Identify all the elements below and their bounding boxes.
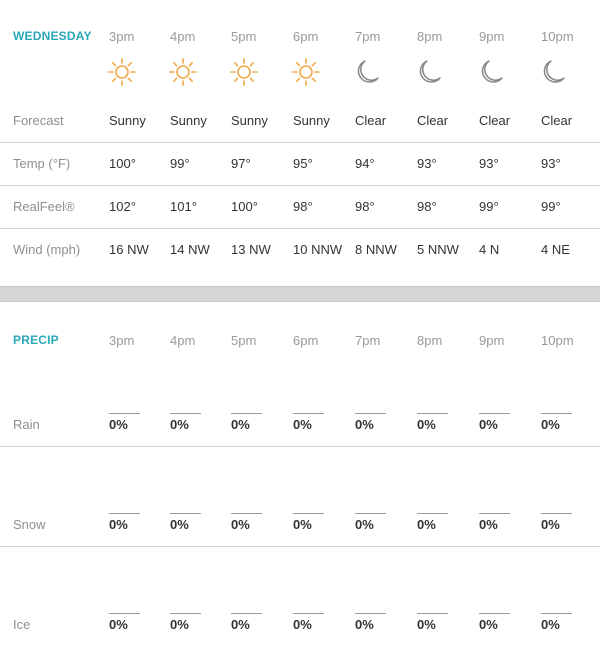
forecast-value: Sunny [231,113,268,128]
row-divider [0,546,600,547]
hour-label: 3pm [109,333,135,348]
ice-percent: 0% [170,617,189,632]
hour-label: 8pm [417,29,443,44]
snow-percent: 0% [170,517,189,532]
hour-label: 8pm [417,333,443,348]
forecast-value: Sunny [293,113,330,128]
ice-amount-bar [109,613,140,614]
hour-label: 9pm [479,333,505,348]
moon-icon [539,57,569,87]
snow-amount-bar [170,513,201,514]
temp-value: 97° [231,156,251,171]
row-divider [0,228,600,229]
forecast-value: Sunny [109,113,146,128]
hour-label: 10pm [541,333,574,348]
forecast-value: Clear [417,113,449,128]
rain-percent: 0% [541,417,560,432]
temp-value: 100° [109,156,136,171]
rain-amount-bar [355,413,386,414]
snow-percent: 0% [479,517,498,532]
forecast-row-label: Forecast [13,113,64,128]
hour-label: 6pm [293,29,319,44]
temp-row-label: Temp (°F) [13,156,71,171]
ice-amount-bar [541,613,572,614]
moon-icon [477,57,507,87]
ice-amount-bar [355,613,386,614]
realfeel-value: 99° [479,199,499,214]
precip-title: PRECIP [13,333,59,347]
ice-amount-bar [231,613,262,614]
row-divider [0,446,600,447]
wind-value: 16 NW [109,242,149,257]
rain-amount-bar [293,413,324,414]
row-divider [0,185,600,186]
hour-label: 7pm [355,29,381,44]
row-divider [0,142,600,143]
rain-amount-bar [109,413,140,414]
forecast-value: Clear [479,113,511,128]
wind-value: 13 NW [231,242,271,257]
ice-amount-bar [170,613,201,614]
temp-value: 93° [417,156,437,171]
hour-label: 3pm [109,29,135,44]
snow-amount-bar [355,513,386,514]
forecast-value: Clear [541,113,573,128]
realfeel-value: 100° [231,199,258,214]
wind-row-label: Wind (mph) [13,242,81,257]
hour-label: 5pm [231,29,257,44]
realfeel-value: 98° [355,199,375,214]
ice-percent: 0% [109,617,128,632]
temp-value: 94° [355,156,375,171]
wind-value: 4 NE [541,242,570,257]
wind-value: 10 NNW [293,242,343,257]
forecast-value: Clear [355,113,387,128]
rain-percent: 0% [417,417,436,432]
ice-percent: 0% [479,617,498,632]
hour-label: 10pm [541,29,574,44]
temp-value: 93° [541,156,561,171]
rain-percent: 0% [170,417,189,432]
section-divider [0,286,600,302]
sun-icon [291,57,321,87]
hour-label: 5pm [231,333,257,348]
sun-icon [168,57,198,87]
temp-value: 93° [479,156,499,171]
hour-label: 6pm [293,333,319,348]
wind-value: 4 N [479,242,500,257]
ice-percent: 0% [293,617,312,632]
snow-row-label: Snow [13,517,46,532]
snow-percent: 0% [417,517,436,532]
hour-label: 4pm [170,333,196,348]
snow-percent: 0% [293,517,312,532]
rain-percent: 0% [479,417,498,432]
rain-percent: 0% [109,417,128,432]
rain-row-label: Rain [13,417,40,432]
snow-amount-bar [479,513,510,514]
forecast-value: Sunny [170,113,207,128]
wind-value: 8 NNW [355,242,397,257]
rain-amount-bar [479,413,510,414]
day-title: WEDNESDAY [13,29,92,43]
moon-icon [415,57,445,87]
snow-percent: 0% [109,517,128,532]
ice-amount-bar [479,613,510,614]
rain-amount-bar [541,413,572,414]
snow-percent: 0% [541,517,560,532]
realfeel-value: 99° [541,199,561,214]
ice-percent: 0% [231,617,250,632]
snow-amount-bar [109,513,140,514]
sun-icon [107,57,137,87]
snow-percent: 0% [355,517,374,532]
temp-value: 99° [170,156,190,171]
rain-amount-bar [417,413,448,414]
realfeel-value: 102° [109,199,136,214]
snow-amount-bar [231,513,262,514]
snow-amount-bar [417,513,448,514]
snow-amount-bar [541,513,572,514]
realfeel-value: 98° [417,199,437,214]
rain-percent: 0% [355,417,374,432]
sun-icon [229,57,259,87]
rain-percent: 0% [231,417,250,432]
rain-percent: 0% [293,417,312,432]
ice-amount-bar [417,613,448,614]
moon-icon [353,57,383,87]
ice-percent: 0% [417,617,436,632]
realfeel-row-label: RealFeel® [13,199,75,214]
ice-percent: 0% [541,617,560,632]
realfeel-value: 101° [170,199,197,214]
rain-amount-bar [231,413,262,414]
rain-amount-bar [170,413,201,414]
ice-percent: 0% [355,617,374,632]
temp-value: 95° [293,156,313,171]
snow-percent: 0% [231,517,250,532]
wind-value: 14 NW [170,242,210,257]
wind-value: 5 NNW [417,242,459,257]
hour-label: 7pm [355,333,381,348]
ice-row-label: Ice [13,617,31,632]
snow-amount-bar [293,513,324,514]
hour-label: 9pm [479,29,505,44]
hour-label: 4pm [170,29,196,44]
realfeel-value: 98° [293,199,313,214]
ice-amount-bar [293,613,324,614]
